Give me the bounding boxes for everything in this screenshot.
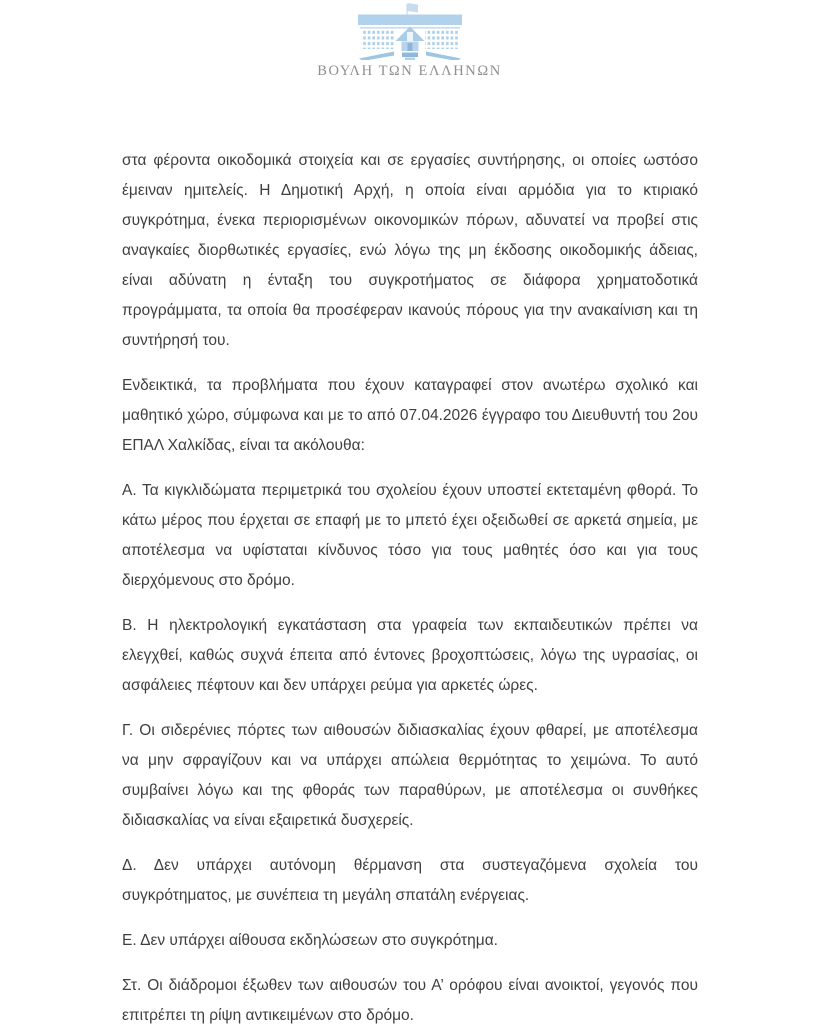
list-item-g: Γ. Οι σιδερένιες πόρτες των αιθουσών διδιασκαλίας έχουν φθαρεί, με αποτέλεσμα να μην σφραγίζουν και να υπάρχει απώλεια θερμότητας το χειμώνα. Το αυτό συμβαίνει λόγω και της φθοράς των παραθύρων, με αποτέλεσμα οι συνθήκες διδιασκαλίας να είναι εξαιρετικά δυσχερείς. [122,722,698,829]
list-item-d: Δ. Δεν υπάρχει αυτόνομη θέρμανση στα συστεγαζόμενα σχολεία του συγκρότηματος, με συνέπεια τη μεγάλη σπατάλη ενέργειας. [122,857,698,904]
document-header [0,2,819,80]
body-paragraph-list-intro: Ενδεικτικά, τα προβλήματα που έχουν καταγραφεί στον ανωτέρω σχολικό και μαθητικό χώρο, σύμφωνα και με το από 07.04.2026 έγγραφο του Διευθυντή του 2ου ΕΠΑΛ Χαλκίδας, είναι τα ακόλουθα: [122,377,698,454]
body-paragraph-intro: στα φέροντα οικοδομικά στοιχεία και σε εργασίες συντήρησης, οι οποίες ωστόσο έμειναν ημιτελείς. Η Δημοτική Αρχή, η οποία είναι αρμόδια για το κτιριακό συγκρότημα, ένεκα περιορισμένων οικονομικών πόρων, αδυνατεί να προβεί στις αναγκαίες διορθωτικές εργασίες, ενώ λόγω της μη έκδοσης οικοδομικής άδειας, είναι αδύνατη η ένταξη του συγκροτήματος σε διάφορα χρηματοδοτικά προγράμματα, τα οποία θα προσέφεραν ικανούς πόρους για την ανακαίνιση και τη συντήρησή του. [122,152,698,349]
list-item-e: Ε. Δεν υπάρχει αίθουσα εκδηλώσεων στο συγκρότημα. [122,932,498,949]
list-item-a: Α. Τα κιγκλιδώματα περιμετρικά του σχολείου έχουν υποστεί εκτεταμένη φθορά. Το κάτω μέρος που έρχεται σε επαφή με το μπετό έχει οξειδωθεί σε αρκετά σημεία, με αποτέλεσμα να υφίσταται κίνδυνος τόσο για τους μαθητές όσο και για τους διερχόμενους στο δρόμο. [122,482,698,589]
list-item-st: Στ. Οι διάδρομοι έξωθεν των αιθουσών του Α’ ορόφου είναι ανοικτοί, γεγονός που επιτρέπει τη ρίψη αντικειμένων στο δρόμο. [122,977,698,1024]
parliament-building-icon [358,2,462,60]
document-body [122,146,698,1024]
parliament-title: ΒΟΥΛΗ ΤΩΝ ΕΛΛΗΝΩΝ [317,63,502,79]
list-item-b: Β. Η ηλεκτρολογική εγκατάσταση στα γραφεία των εκπαιδευτικών πρέπει να ελεγχθεί, καθώς συχνά έπειτα από έντονες βροχοπτώσεις, λόγω της υγρασίας, οι ασφάλειες πέφτουν και δεν υπάρχει ρεύμα για αρκετές ώρες. [122,617,698,694]
